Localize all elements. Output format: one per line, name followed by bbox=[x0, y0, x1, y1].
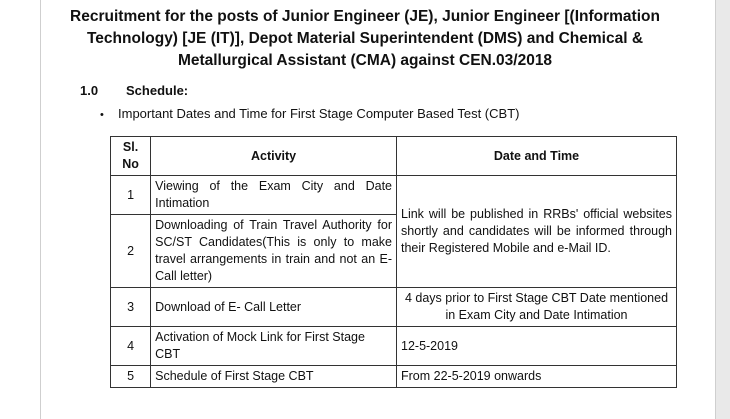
header-sl-no: Sl. No bbox=[111, 137, 151, 176]
row-date-time: From 22-5-2019 onwards bbox=[397, 366, 677, 388]
row-date-time: Link will be published in RRBs' official websites shortly and candidates will be informed through their Registered Mobile and e-Mail ID. bbox=[397, 176, 677, 288]
scrollbar-track[interactable] bbox=[715, 0, 730, 419]
table-row bbox=[111, 288, 677, 327]
row-activity: Schedule of First Stage CBT bbox=[151, 366, 397, 388]
row-sl-no: 5 bbox=[111, 366, 151, 388]
row-activity: Viewing of the Exam City and Date Intimation bbox=[151, 176, 397, 215]
header-activity: Activity bbox=[151, 137, 397, 176]
table-row bbox=[111, 327, 677, 366]
row-activity: Activation of Mock Link for First Stage CBT bbox=[151, 327, 397, 366]
row-date-time: 4 days prior to First Stage CBT Date mentioned in Exam City and Date Intimation bbox=[397, 288, 677, 327]
bullet-text: Important Dates and Time for First Stage Computer Based Test (CBT) bbox=[118, 106, 520, 121]
row-activity: Download of E- Call Letter bbox=[151, 288, 397, 327]
table-row bbox=[111, 366, 677, 388]
row-sl-no: 1 bbox=[111, 176, 151, 215]
table-header-row bbox=[111, 137, 677, 176]
section-heading bbox=[80, 83, 188, 98]
schedule-table bbox=[110, 136, 677, 388]
section-number: 1.0 bbox=[80, 83, 99, 98]
row-sl-no: 4 bbox=[111, 327, 151, 366]
header-date-time: Date and Time bbox=[397, 137, 677, 176]
table-row bbox=[111, 176, 677, 215]
row-date-time: 12-5-2019 bbox=[397, 327, 677, 366]
row-activity: Downloading of Train Travel Authority for SC/ST Candidates(This is only to make travel arrangements in train and not an E-Call letter) bbox=[151, 215, 397, 288]
bullet-icon: • bbox=[100, 109, 104, 121]
section-label: Schedule: bbox=[126, 83, 189, 98]
row-sl-no: 3 bbox=[111, 288, 151, 327]
bullet-item bbox=[100, 106, 519, 121]
row-sl-no: 2 bbox=[111, 215, 151, 288]
page-edge-left bbox=[40, 0, 41, 419]
document-title: Recruitment for the posts of Junior Engineer (JE), Junior Engineer [(Information Technology) [JE (IT)], Depot Material Superintendent (DMS) and Chemical & Metallurgical Assistant (CMA) against CEN.03/2018 bbox=[70, 8, 660, 69]
